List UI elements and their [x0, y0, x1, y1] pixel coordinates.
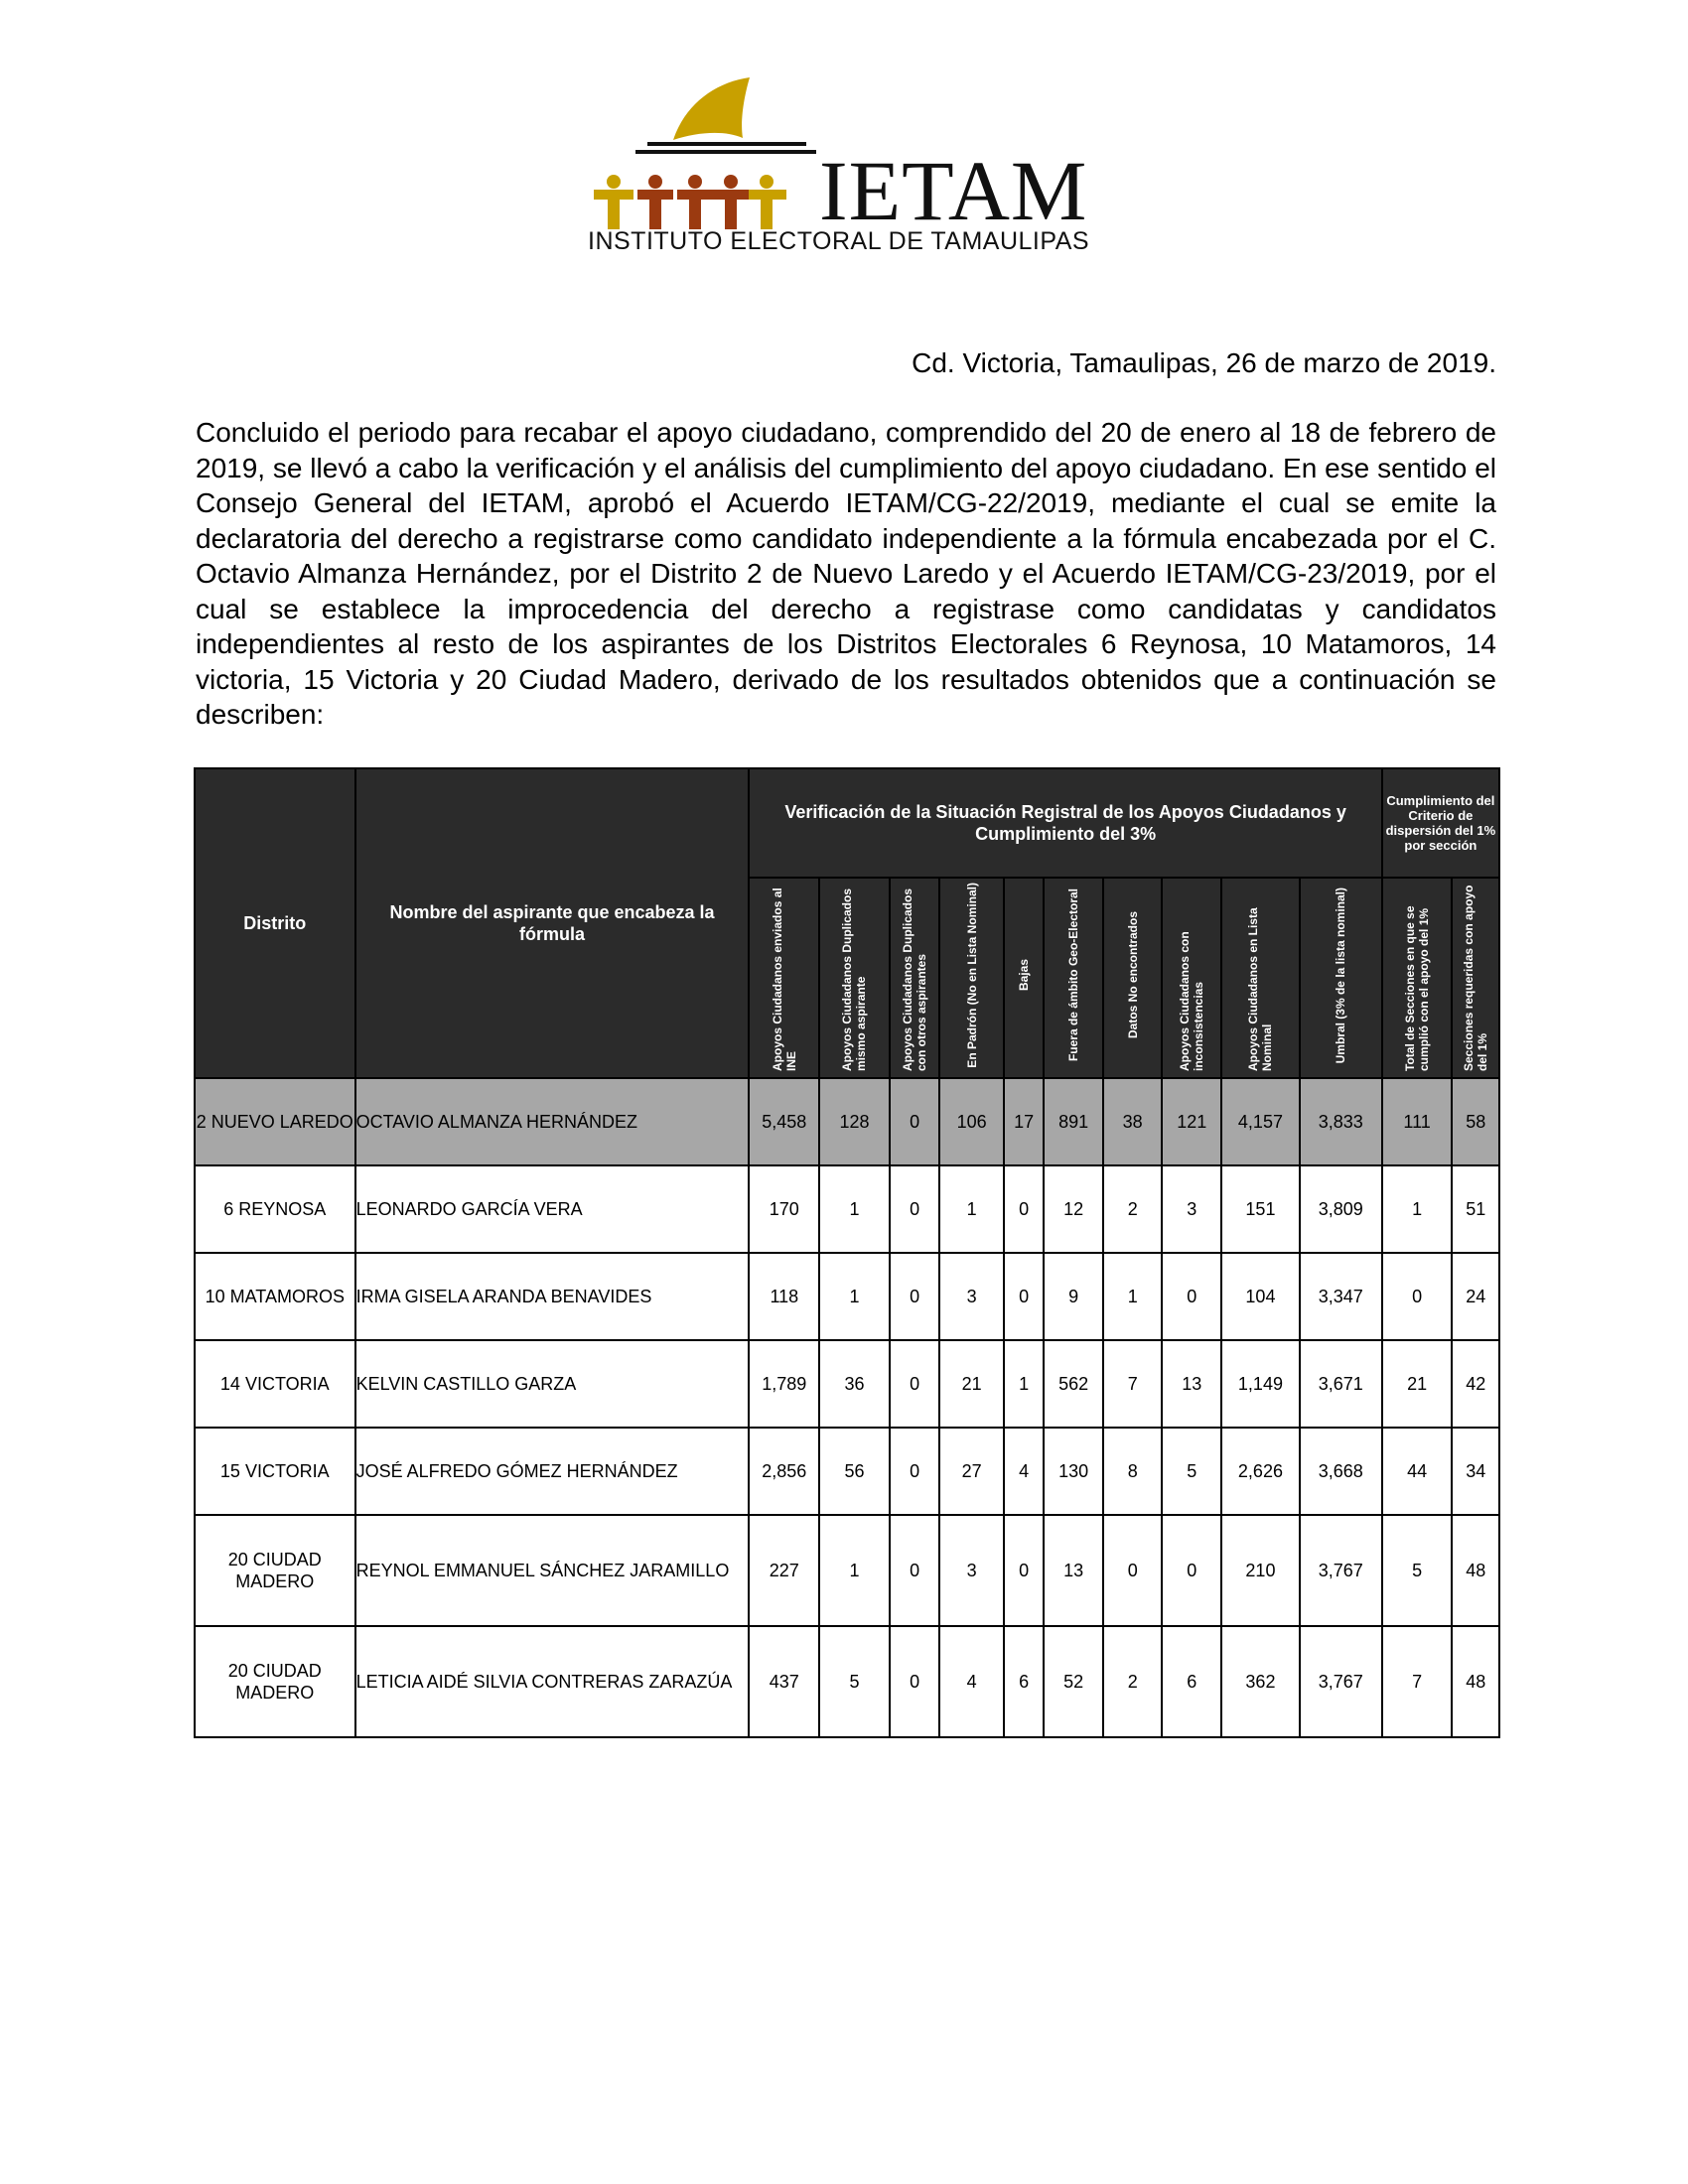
cell-nombre: REYNOL EMMANUEL SÁNCHEZ JARAMILLO [355, 1515, 750, 1626]
cell-nombre: IRMA GISELA ARANDA BENAVIDES [355, 1253, 750, 1340]
cell-value: 2,626 [1221, 1428, 1300, 1515]
cell-distrito: 2 NUEVO LAREDO [195, 1078, 355, 1165]
cell-value: 111 [1382, 1078, 1453, 1165]
cell-value: 3,671 [1300, 1340, 1382, 1428]
table-row [195, 1428, 1499, 1515]
col-header: Secciones requeridas con apoyo del 1% [1452, 878, 1499, 1078]
cell-value: 0 [1004, 1515, 1044, 1626]
cell-value: 9 [1044, 1253, 1103, 1340]
cell-value: 0 [890, 1626, 939, 1737]
cell-value: 3 [939, 1253, 1004, 1340]
cell-value: 21 [1382, 1340, 1453, 1428]
cell-value: 52 [1044, 1626, 1103, 1737]
cell-value: 0 [890, 1165, 939, 1253]
col-header: Apoyos Ciudadanos Duplicados con otros aspirantes [890, 878, 939, 1078]
cell-value: 4,157 [1221, 1078, 1300, 1165]
intro-paragraph: Concluido el periodo para recabar el apoyo ciudadano, comprendido del 20 de enero al 18 de febrero de 2019, se llevó a cabo la verificación y el análisis del cumplimiento del apoyo ciudadano. En ese sentido el Consejo General del IETAM, aprobó el Acuerdo IETAM/CG-22/2019, mediante el cual se emite la declaratoria del derecho a registrarse como candidato independiente a la fórmula encabezada por el C. Octavio Almanza Hernández, por el Distrito 2 de Nuevo Laredo y el Acuerdo IETAM/CG-23/2019, por el cual se establece la improcedencia del derecho a registrase como candidatas y candidatos independientes al resto de los aspirantes de los Distritos Electorales 6 Reynosa, 10 Matamoros, 14 victoria, 15 Victoria y 20 Ciudad Madero, derivado de los resultados obtenidos que a continuación se describen: [196, 417, 1496, 730]
col-header: Fuera de ámbito Geo-Electoral [1044, 878, 1103, 1078]
cell-value: 0 [890, 1428, 939, 1515]
cell-value: 210 [1221, 1515, 1300, 1626]
cell-value: 3,668 [1300, 1428, 1382, 1515]
cell-value: 227 [749, 1515, 819, 1626]
header-distrito: Distrito [195, 768, 355, 1078]
cell-value: 3,767 [1300, 1626, 1382, 1737]
col-header: Total de Secciones en que se cumplió con el apoyo del 1% [1382, 878, 1453, 1078]
header-group-verificacion: Verificación de la Situación Registral de los Apoyos Ciudadanos y Cumplimiento del 3% [749, 768, 1381, 878]
cell-value: 1 [819, 1165, 890, 1253]
cell-value: 24 [1452, 1253, 1499, 1340]
cell-value: 4 [939, 1626, 1004, 1737]
cell-value: 3,767 [1300, 1515, 1382, 1626]
cell-value: 3,347 [1300, 1253, 1382, 1340]
cell-value: 104 [1221, 1253, 1300, 1340]
cell-value: 36 [819, 1340, 890, 1428]
cell-value: 13 [1162, 1340, 1221, 1428]
cell-value: 2,856 [749, 1428, 819, 1515]
header-nombre: Nombre del aspirante que encabeza la fórmula [355, 768, 750, 1078]
logo-subtitle: INSTITUTO ELECTORAL DE TAMAULIPAS [588, 227, 1090, 255]
cell-value: 58 [1452, 1078, 1499, 1165]
cell-nombre: LETICIA AIDÉ SILVIA CONTRERAS ZARAZÚA [355, 1626, 750, 1737]
col-header: En Padrón (No en Lista Nominal) [939, 878, 1004, 1078]
cell-value: 1,789 [749, 1340, 819, 1428]
col-header: Apoyos Ciudadanos con inconsistencias [1162, 878, 1221, 1078]
cell-distrito: 10 MATAMOROS [195, 1253, 355, 1340]
cell-distrito: 6 REYNOSA [195, 1165, 355, 1253]
cell-value: 891 [1044, 1078, 1103, 1165]
ietam-emblem-icon [586, 74, 824, 233]
cell-value: 170 [749, 1165, 819, 1253]
cell-value: 56 [819, 1428, 890, 1515]
cell-distrito: 20 CIUDAD MADERO [195, 1626, 355, 1737]
cell-value: 106 [939, 1078, 1004, 1165]
cell-value: 0 [1004, 1165, 1044, 1253]
cell-value: 13 [1044, 1515, 1103, 1626]
ietam-logo [586, 74, 1102, 263]
cell-value: 1 [1103, 1253, 1163, 1340]
cell-value: 3 [1162, 1165, 1221, 1253]
cell-value: 1 [819, 1253, 890, 1340]
cell-value: 130 [1044, 1428, 1103, 1515]
cell-value: 0 [1004, 1253, 1044, 1340]
table-row [195, 1626, 1499, 1737]
cell-value: 4 [1004, 1428, 1044, 1515]
cell-value: 0 [890, 1253, 939, 1340]
cell-value: 3,809 [1300, 1165, 1382, 1253]
cell-value: 38 [1103, 1078, 1163, 1165]
cell-value: 0 [890, 1078, 939, 1165]
results-table [194, 767, 1500, 1738]
cell-value: 51 [1452, 1165, 1499, 1253]
cell-nombre: JOSÉ ALFREDO GÓMEZ HERNÁNDEZ [355, 1428, 750, 1515]
cell-value: 0 [890, 1340, 939, 1428]
cell-value: 0 [1162, 1253, 1221, 1340]
col-header: Umbral (3% de la lista nominal) [1300, 878, 1382, 1078]
cell-nombre: LEONARDO GARCÍA VERA [355, 1165, 750, 1253]
table-row [195, 1165, 1499, 1253]
col-header: Apoyos Ciudadanos enviados al INE [749, 878, 819, 1078]
cell-value: 7 [1382, 1626, 1453, 1737]
cell-nombre: KELVIN CASTILLO GARZA [355, 1340, 750, 1428]
cell-value: 12 [1044, 1165, 1103, 1253]
cell-value: 8 [1103, 1428, 1163, 1515]
col-header: Apoyos Ciudadanos en Lista Nominal [1221, 878, 1300, 1078]
cell-value: 5 [1382, 1515, 1453, 1626]
cell-value: 1 [939, 1165, 1004, 1253]
cell-value: 437 [749, 1626, 819, 1737]
cell-value: 0 [1382, 1253, 1453, 1340]
cell-value: 27 [939, 1428, 1004, 1515]
cell-value: 0 [890, 1515, 939, 1626]
cell-value: 1 [819, 1515, 890, 1626]
cell-value: 1 [1382, 1165, 1453, 1253]
cell-value: 362 [1221, 1626, 1300, 1737]
date-line: Cd. Victoria, Tamaulipas, 26 de marzo de 2019. [912, 347, 1496, 378]
table-row [195, 1515, 1499, 1626]
cell-value: 128 [819, 1078, 890, 1165]
cell-value: 2 [1103, 1626, 1163, 1737]
cell-value: 1 [1004, 1340, 1044, 1428]
cell-value: 5 [819, 1626, 890, 1737]
cell-distrito: 15 VICTORIA [195, 1428, 355, 1515]
cell-value: 0 [1162, 1515, 1221, 1626]
cell-value: 3 [939, 1515, 1004, 1626]
cell-distrito: 20 CIUDAD MADERO [195, 1515, 355, 1626]
cell-value: 2 [1103, 1165, 1163, 1253]
cell-value: 44 [1382, 1428, 1453, 1515]
cell-distrito: 14 VICTORIA [195, 1340, 355, 1428]
cell-value: 0 [1103, 1515, 1163, 1626]
cell-value: 21 [939, 1340, 1004, 1428]
cell-value: 48 [1452, 1515, 1499, 1626]
cell-value: 121 [1162, 1078, 1221, 1165]
header-group-cumplimiento: Cumplimiento del Criterio de dispersión del 1% por sección [1382, 768, 1499, 878]
table-row [195, 1078, 1499, 1165]
cell-value: 6 [1004, 1626, 1044, 1737]
table-row [195, 1340, 1499, 1428]
col-header: Bajas [1004, 878, 1044, 1078]
cell-value: 7 [1103, 1340, 1163, 1428]
cell-value: 34 [1452, 1428, 1499, 1515]
cell-value: 5 [1162, 1428, 1221, 1515]
cell-value: 3,833 [1300, 1078, 1382, 1165]
cell-nombre: OCTAVIO ALMANZA HERNÁNDEZ [355, 1078, 750, 1165]
cell-value: 48 [1452, 1626, 1499, 1737]
cell-value: 17 [1004, 1078, 1044, 1165]
table-row [195, 1253, 1499, 1340]
cell-value: 118 [749, 1253, 819, 1340]
cell-value: 1,149 [1221, 1340, 1300, 1428]
col-header: Datos No encontrados [1103, 878, 1163, 1078]
cell-value: 42 [1452, 1340, 1499, 1428]
logo-wordmark: IETAM [819, 143, 1088, 238]
cell-value: 151 [1221, 1165, 1300, 1253]
cell-value: 562 [1044, 1340, 1103, 1428]
col-header: Apoyos Ciudadanos Duplicados mismo aspirante [819, 878, 890, 1078]
cell-value: 5,458 [749, 1078, 819, 1165]
cell-value: 6 [1162, 1626, 1221, 1737]
